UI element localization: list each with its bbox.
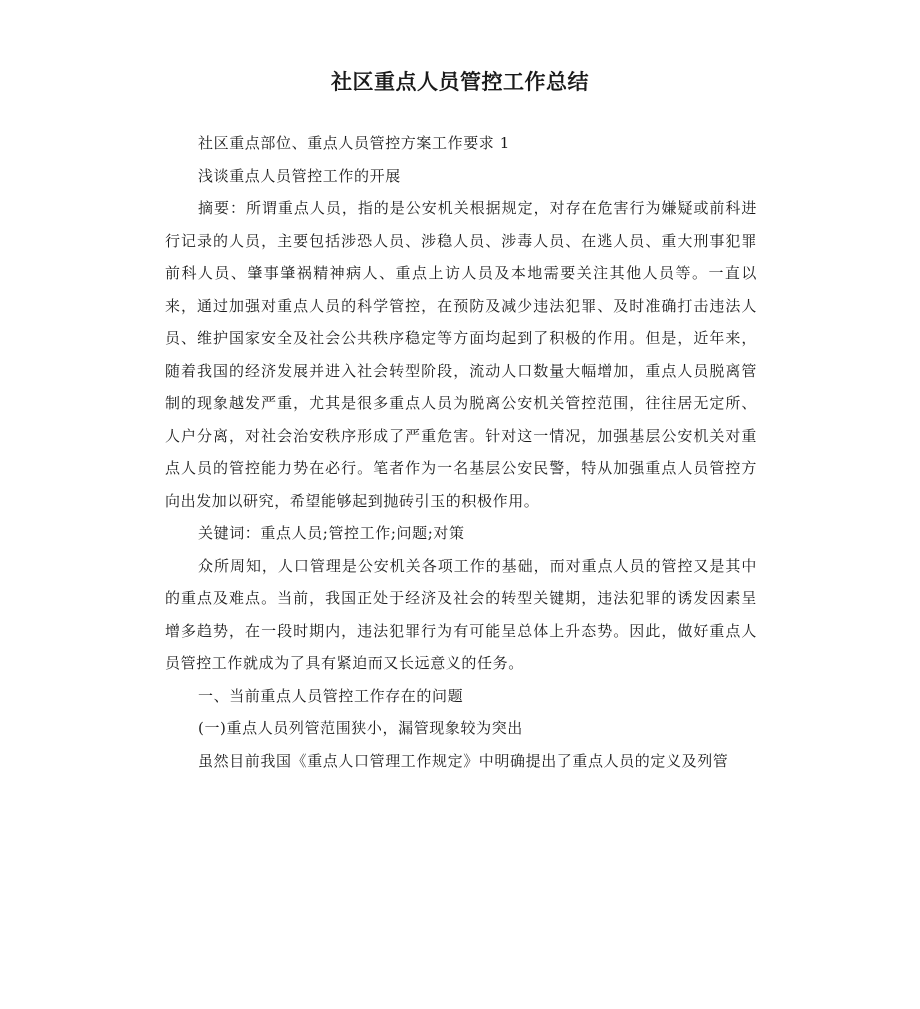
paragraph-keywords: 关键词：重点人员;管控工作;问题;对策 [198,524,465,542]
paragraph-body: 虽然目前我国《重点人口管理工作规定》中明确提出了重点人员的定义及列管 [198,751,729,770]
paragraph-introduction: 众所周知，人口管理是公安机关各项工作的基础，而对重点人员的管控又是其中的重点及难点。当前，我国正处于经济及社会的转型关键期，违法犯罪的诱发因素呈增多趋势，在一段时期内，违法犯罪行为有可能呈总体上升态势。因此，做好重点人员管控工作就成为了具有紧迫而又长远意义的任务。 [165,556,757,672]
paragraph-abstract: 摘要：所谓重点人员，指的是公安机关根据规定，对存在危害行为嫌疑或前科进行记录的人员，主要包括涉恐人员、涉稳人员、涉毒人员、在逃人员、重大刑事犯罪前科人员、肇事肇祸精神病人、重点上访人员及本地需要关注其他人员等。一直以来，通过加强对重点人员的科学管控，在预防及减少违法犯罪、及时准确打击违法人员、维护国家安全及社会公共秩序稳定等方面均起到了积极的作用。但是，近年来，随着我国的经济发展并进入社会转型阶段，流动人口数量大幅增加，重点人员脱离管制的现象越发严重，尤其是很多重点人员为脱离公安机关管控范围，往往居无定所、人户分离，对社会治安秩序形成了严重危害。针对这一情况，加强基层公安机关对重点人员的管控能力势在必行。笔者作为一名基层公安民警，特从加强重点人员管控方向出发加以研究，希望能够起到抛砖引玉的积极作用。 [165,199,757,510]
document-title: 社区重点人员管控工作总结 [331,70,589,94]
section-heading: 一、当前重点人员管控工作存在的问题 [198,686,464,705]
subsection-heading: (一)重点人员列管范围狭小，漏管现象较为突出 [198,719,523,737]
document-body [165,127,757,777]
paragraph-subtitle: 社区重点部位、重点人员管控方案工作要求 1 [198,134,510,152]
paragraph-article-title: 浅谈重点人员管控工作的开展 [198,166,401,185]
